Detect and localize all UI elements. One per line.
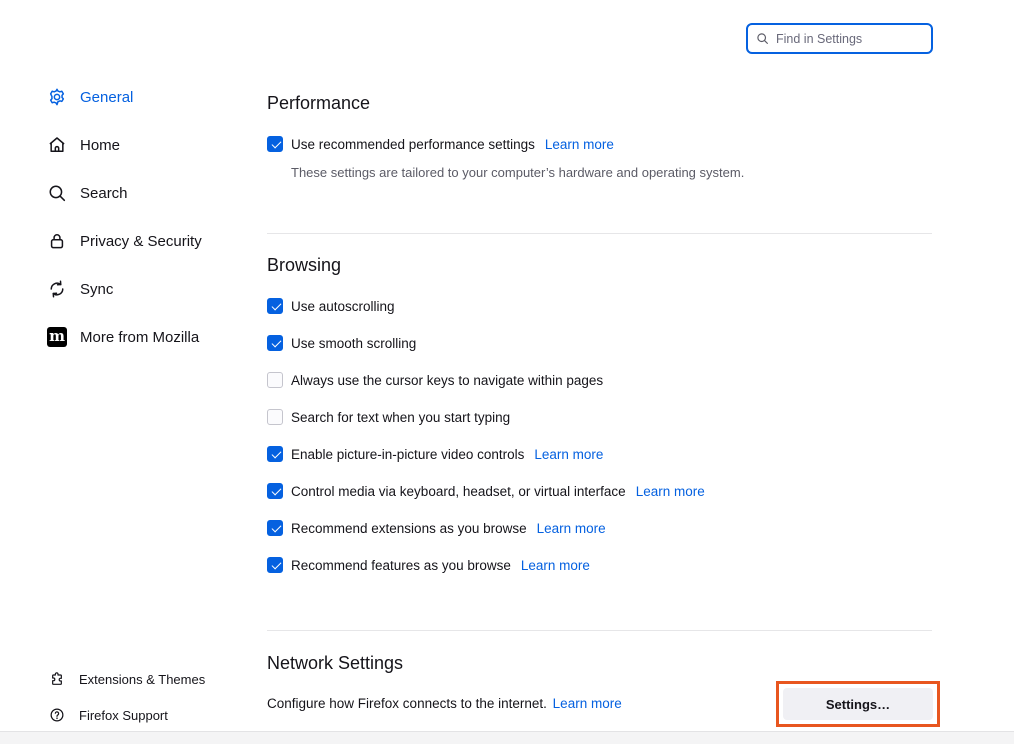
checkbox-label: Recommend extensions as you browse xyxy=(291,520,527,536)
checkbox-picture-in-picture[interactable] xyxy=(267,446,283,462)
footer-item-label: Firefox Support xyxy=(79,707,168,723)
network-description xyxy=(267,694,622,714)
sidebar-item-label: Search xyxy=(80,184,128,202)
browsing-section-title: Browsing xyxy=(267,255,342,275)
checkbox-label: Enable picture-in-picture video controls xyxy=(291,446,525,462)
sidebar-item-label: Home xyxy=(80,136,121,154)
network-section-title: Network Settings xyxy=(267,653,404,673)
footer-item-label: Extensions & Themes xyxy=(79,671,206,687)
firefox-support-link[interactable] xyxy=(49,697,205,733)
gear-icon xyxy=(47,87,67,107)
sidebar-item-label: Sync xyxy=(80,280,114,298)
sidebar-item-privacy-security[interactable] xyxy=(47,217,202,265)
setting-row-search-when-typing xyxy=(267,407,932,427)
checkbox-use-smooth-scrolling[interactable] xyxy=(267,335,283,351)
question-icon xyxy=(49,707,65,723)
checkbox-label: Always use the cursor keys to navigate within pages xyxy=(291,372,604,388)
bottom-edge-strip xyxy=(0,731,1014,744)
home-icon xyxy=(47,135,67,155)
mozilla-icon: m xyxy=(47,327,67,347)
extensions-themes-link[interactable] xyxy=(49,661,205,697)
sidebar-item-home[interactable] xyxy=(47,121,202,169)
puzzle-icon xyxy=(49,671,65,687)
sidebar-item-general[interactable] xyxy=(47,73,202,121)
setting-row-recommended-performance xyxy=(267,134,932,154)
checkbox-label: Use autoscrolling xyxy=(291,298,395,314)
learn-more-link[interactable]: Learn more xyxy=(534,446,604,462)
setting-row-picture-in-picture xyxy=(267,444,932,464)
checkbox-recommend-extensions[interactable] xyxy=(267,520,283,536)
sidebar-item-sync[interactable] xyxy=(47,265,202,313)
network-settings-button[interactable]: Settings… xyxy=(783,688,933,720)
annotation-highlight-box xyxy=(776,681,940,727)
checkbox-label: Control media via keyboard, headset, or virtual interface xyxy=(291,483,626,499)
checkbox-label: Use recommended performance settings xyxy=(291,136,535,152)
checkbox-use-recommended-performance[interactable] xyxy=(267,136,283,152)
learn-more-link[interactable]: Learn more xyxy=(520,557,590,573)
network-description-text: Configure how Firefox connects to the internet. xyxy=(267,696,547,711)
setting-row-recommend-extensions xyxy=(267,518,932,538)
checkbox-recommend-features[interactable] xyxy=(267,557,283,573)
learn-more-link[interactable]: Learn more xyxy=(536,520,606,536)
setting-row-cursor-keys xyxy=(267,370,932,390)
sidebar-item-more-from-mozilla[interactable] xyxy=(47,313,202,361)
setting-row-recommend-features xyxy=(267,555,932,575)
settings-sidebar xyxy=(47,73,202,361)
sync-icon xyxy=(47,279,67,299)
checkbox-control-media[interactable] xyxy=(267,483,283,499)
performance-description: These settings are tailored to your computer’s hardware and operating system. xyxy=(291,165,745,180)
sidebar-item-label: More from Mozilla xyxy=(80,328,200,346)
learn-more-link[interactable]: Learn more xyxy=(552,696,622,711)
section-divider xyxy=(267,233,932,234)
section-divider xyxy=(267,630,932,631)
checkbox-use-autoscrolling[interactable] xyxy=(267,298,283,314)
lock-icon xyxy=(47,231,67,251)
sidebar-item-label: General xyxy=(80,88,134,106)
sidebar-item-label: Privacy & Security xyxy=(80,232,202,250)
search-icon xyxy=(47,183,67,203)
checkbox-search-when-typing[interactable] xyxy=(267,409,283,425)
learn-more-link[interactable]: Learn more xyxy=(544,136,614,152)
performance-section-title: Performance xyxy=(267,93,371,113)
checkbox-label: Search for text when you start typing xyxy=(291,409,511,425)
network-settings-row xyxy=(267,681,932,727)
setting-row-control-media xyxy=(267,481,932,501)
checkbox-label: Recommend features as you browse xyxy=(291,557,511,573)
setting-row-smooth-scrolling xyxy=(267,333,932,353)
sidebar-footer xyxy=(49,661,205,733)
setting-row-autoscrolling xyxy=(267,296,932,316)
checkbox-label: Use smooth scrolling xyxy=(291,335,417,351)
settings-main-panel xyxy=(267,0,932,727)
sidebar-item-search[interactable] xyxy=(47,169,202,217)
learn-more-link[interactable]: Learn more xyxy=(635,483,705,499)
checkbox-cursor-keys-navigate[interactable] xyxy=(267,372,283,388)
